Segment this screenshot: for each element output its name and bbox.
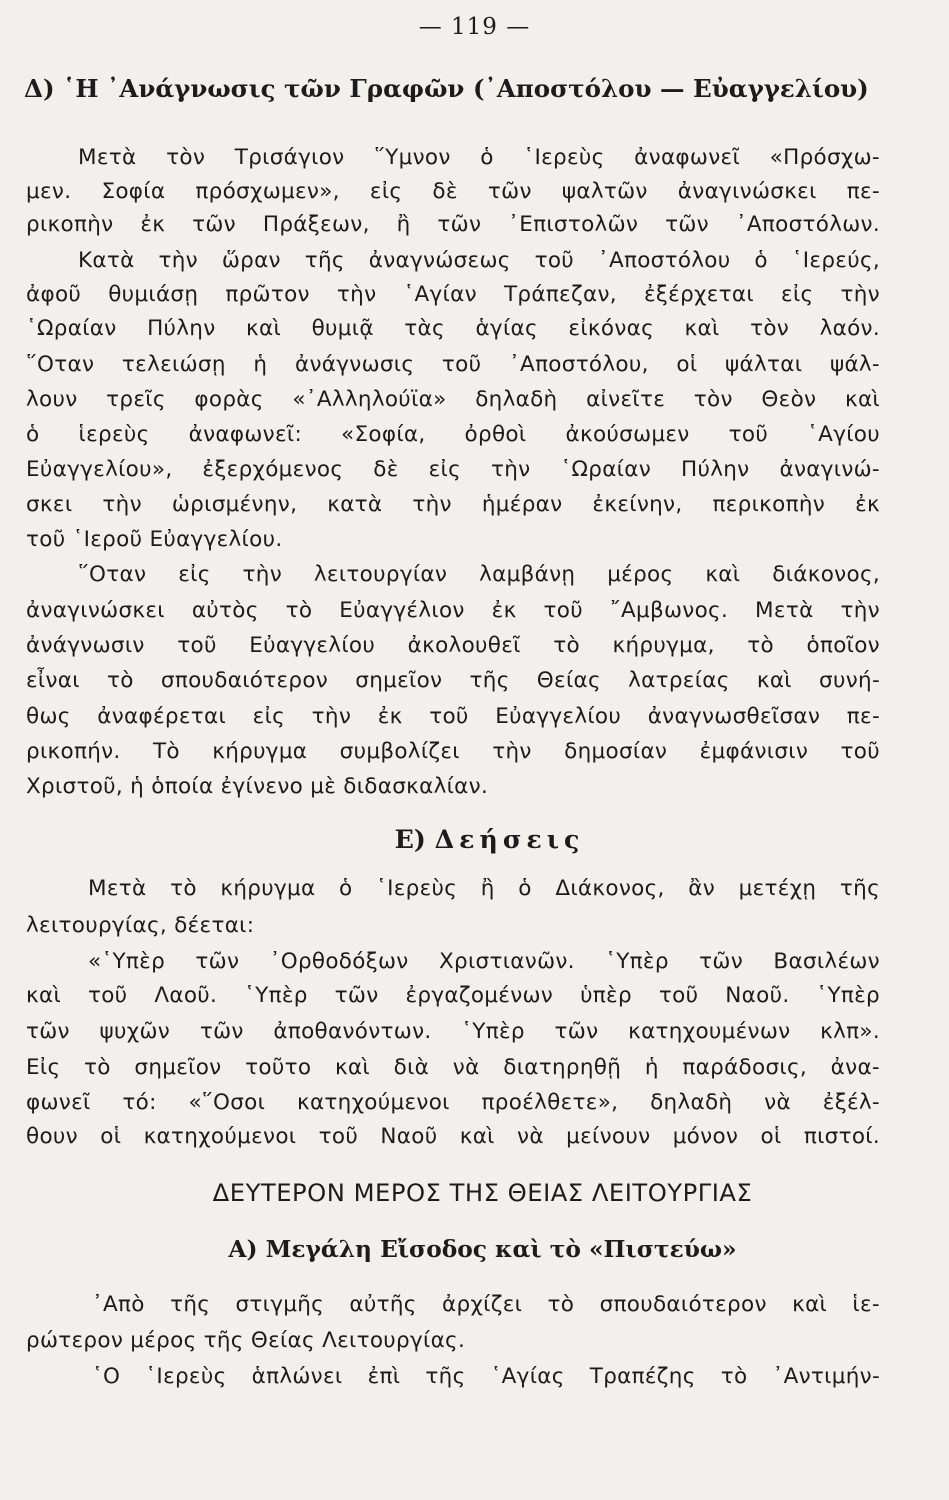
text-line: καὶ τοῦ Λαοῦ. ῾Υπὲρ τῶν ἐργαζομένων ὑπὲρ τοῦ Ναοῦ. ῾Υπὲρ [26, 983, 880, 1008]
section-e-heading [0, 824, 949, 854]
text-line: τῶν ψυχῶν τῶν ἀποθανόντων. ῾Υπὲρ τῶν κατηχουμένων κλπ». [26, 1019, 880, 1044]
text-line: λουν τρεῖς φορὰς «᾿Αλληλούϊα» δηλαδὴ αἰνεῖτε τὸν Θεὸν καὶ [26, 387, 880, 412]
section-e-label: Ε) [394, 824, 426, 854]
text-line: θουν οἱ κατηχούμενοι τοῦ Ναοῦ καὶ νὰ μείνουν μόνον οἱ πιστοί. [26, 1124, 880, 1149]
text-line: ρικοπήν. Τὸ κήρυγμα συμβολίζει τὴν δημοσίαν ἐμφάνισιν τοῦ [26, 739, 880, 764]
text-line: ἀνάγνωσιν τοῦ Εὐαγγελίου ἀκολουθεῖ τὸ κήρυγμα, τὸ ὁποῖον [26, 633, 880, 658]
text-line: ἀφοῦ θυμιάσῃ πρῶτον τὴν ῾Αγίαν Τράπεζαν, ἐξέρχεται εἰς τὴν [26, 282, 880, 307]
text-line: ῞Οταν τελειώσῃ ἡ ἀνάγνωσις τοῦ ᾿Αποστόλου, οἱ ψάλται ψάλ- [26, 352, 880, 377]
text-line: ῾Ο ῾Ιερεὺς ἁπλώνει ἐπὶ τῆς ῾Αγίας Τραπέζης τὸ ᾿Αντιμήν- [92, 1364, 880, 1389]
text-line: Εὐαγγελίου», ἐξερχόμενος δὲ εἰς τὴν ῾Ωραίαν Πύλην ἀναγινώ- [26, 457, 880, 482]
text-line: ὁ ἱερεὺς ἀναφωνεῖ: «Σοφία, ὀρθοὶ ἀκούσωμεν τοῦ ῾Αγίου [26, 422, 880, 447]
text-line: λειτουργίας, δέεται: [26, 913, 255, 938]
text-line: τοῦ ῾Ιεροῦ Εὐαγγελίου. [26, 527, 283, 552]
text-line: φωνεῖ τό: «῞Οσοι κατηχούμενοι προέλθετε», δηλαδὴ νὰ ἐξέλ- [26, 1090, 880, 1115]
section-e-title: Δεήσεις [434, 824, 585, 854]
text-line: Μετὰ τὸ κήρυγμα ὁ ῾Ιερεὺς ἢ ὁ Διάκονος, ἂν μετέχῃ τῆς [88, 876, 880, 901]
text-line: Μετὰ τὸν Τρισάγιον ῞Υμνον ὁ ῾Ιερεὺς ἀναφωνεῖ «Πρόσχω- [78, 145, 880, 170]
text-line: θως ἀναφέρεται εἰς τὴν ἐκ τοῦ Εὐαγγελίου ἀναγνωσθεῖσαν πε- [26, 704, 880, 729]
text-line: ρικοπὴν ἐκ τῶν Πράξεων, ἢ τῶν ᾿Επιστολῶν τῶν ᾿Αποστόλων. [26, 212, 880, 237]
text-line: ῾Ωραίαν Πύλην καὶ θυμιᾷ τὰς ἁγίας εἰκόνας καὶ τὸν λαόν. [26, 316, 880, 341]
text-line: μεν. Σοφία πρόσχωμεν», εἰς δὲ τῶν ψαλτῶν ἀναγινώσκει πε- [26, 179, 880, 204]
text-line: σκει τὴν ὡρισμένην, κατὰ τὴν ἡμέραν ἐκείνην, περικοπὴν ἐκ [26, 492, 880, 517]
text-line: Κατὰ τὴν ὥραν τῆς ἀναγνώσεως τοῦ ᾿Αποστόλου ὁ ῾Ιερεύς, [78, 248, 880, 273]
text-line: Εἰς τὸ σημεῖον τοῦτο καὶ διὰ νὰ διατηρηθῇ ἡ παράδοσις, ἀνα- [26, 1055, 880, 1080]
section-d-heading: Δ) ῾Η ᾿Ανάγνωσις τῶν Γραφῶν (᾿Αποστόλου — Εὐαγγελίου) [24, 74, 869, 103]
text-line: ρώτερον μέρος τῆς Θείας Λειτουργίας. [26, 1328, 466, 1353]
text-line: «῾Υπὲρ τῶν ᾿Ορθοδόξων Χριστιανῶν. ῾Υπὲρ τῶν Βασιλέων [88, 949, 880, 974]
text-line: εἶναι τὸ σπουδαιότερον σημεῖον τῆς Θείας λατρείας καὶ συνή- [26, 668, 880, 693]
text-line: ἀναγινώσκει αὐτὸς τὸ Εὐαγγέλιον ἐκ τοῦ ῎Αμβωνος. Μετὰ τὴν [26, 598, 880, 623]
text-line: Χριστοῦ, ἡ ὁποία ἐγίνενο μὲ διδασκαλίαν. [26, 774, 489, 799]
text-line: ῞Οταν εἰς τὴν λειτουργίαν λαμβάνῃ μέρος καὶ διάκονος, [78, 562, 880, 587]
page-number: — 119 — [418, 14, 531, 40]
text-line: ᾿Απὸ τῆς στιγμῆς αὐτῆς ἀρχίζει τὸ σπουδαιότερον καὶ ἱε- [92, 1292, 880, 1317]
section-a-heading: Α) Μεγάλη Εἴσοδος καὶ τὸ «Πιστεύω» [228, 1236, 737, 1263]
part-two-heading: ΔΕΥΤΕΡΟΝ ΜΕΡΟΣ ΤΗΣ ΘΕΙΑΣ ΛΕΙΤΟΥΡΓΙΑΣ [212, 1178, 753, 1207]
